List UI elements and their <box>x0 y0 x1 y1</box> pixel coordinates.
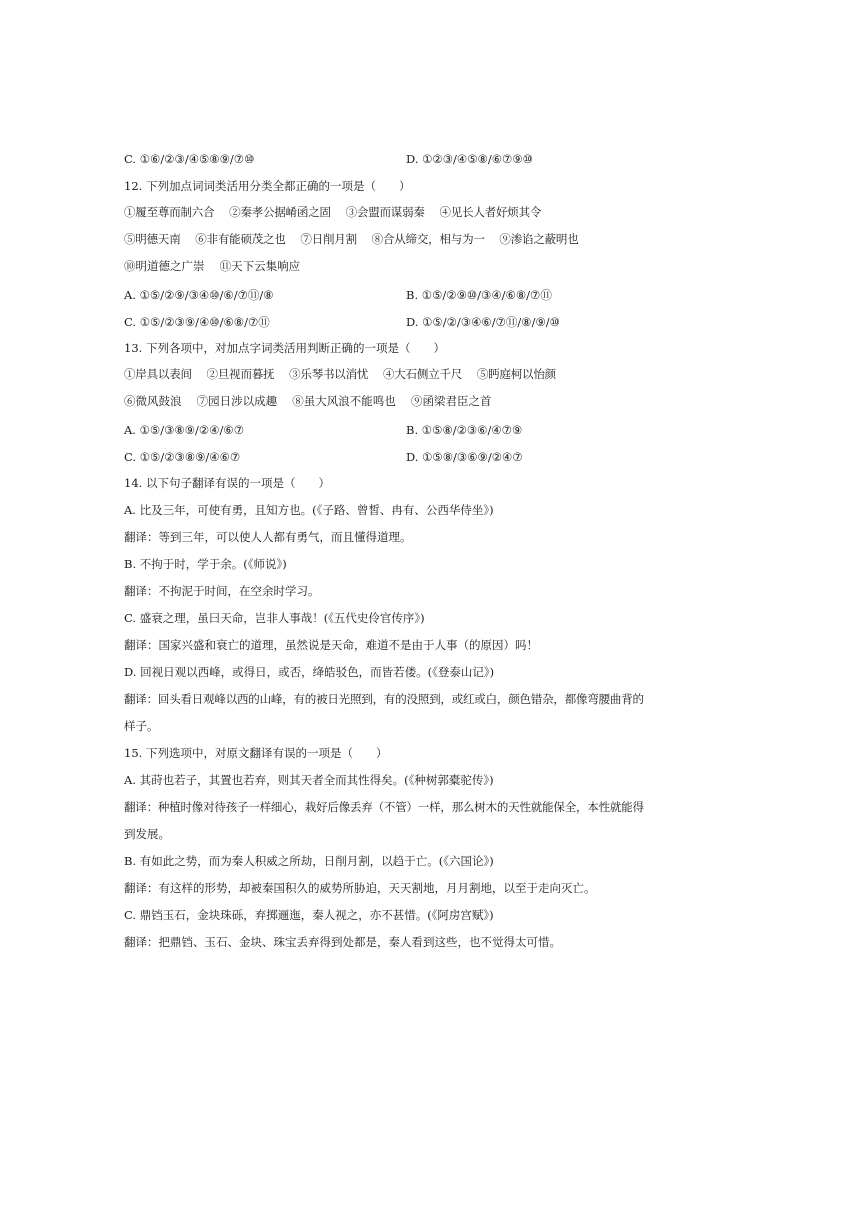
q14-d-translation-line1: 翻译：回头看日观峰以西的山峰，有的被日光照到，有的没照到，或红或白，颜色错杂，都像弯腰曲背的 <box>124 692 644 706</box>
q14-a-translation: 翻译：等到三年，可以使人人都有勇气，而且懂得道理。 <box>124 530 412 544</box>
q15-c-translation: 翻译：把鼎铛、玉石、金块、珠宝丢弃得到处都是，秦人看到这些，也不觉得太可惜。 <box>124 935 561 949</box>
q11-option-d: D. ①②③/④⑤⑧/⑥⑦⑨⑩ <box>406 152 533 166</box>
q12-option-b: B. ①⑤/②⑨⑩/③④/⑥⑧/⑦⑪ <box>406 288 552 302</box>
q13-items-line2: ⑥微风鼓浪 ⑦园日涉以成趣 ⑧虽大风浪不能鸣也 ⑨函梁君臣之首 <box>124 394 492 408</box>
q13-option-d: D. ①⑤⑧/③⑥⑨/②④⑦ <box>406 450 523 464</box>
q14-b-translation: 翻译：不拘泥于时间，在空余时学习。 <box>124 584 320 598</box>
q12-option-d: D. ①⑤/②/③④⑥/⑦⑪/⑧/⑨/⑩ <box>406 315 560 329</box>
q15-a-translation-line1: 翻译：种植时像对待孩子一样细心，栽好后像丢弃（不管）一样，那么树木的天性就能保全，本性就能得 <box>124 800 644 814</box>
q15-b-source: B. 有如此之势，而为秦人积威之所劫，日削月割，以趋于亡。(《六国论》) <box>124 854 494 868</box>
q15-a-source: A. 其莳也若子，其置也若弃，则其天者全而其性得矣。(《种树郭橐驼传》) <box>124 773 494 787</box>
q14-c-translation: 翻译：国家兴盛和衰亡的道理，虽然说是天命，难道不是由于人事（的原因）吗！ <box>124 638 538 652</box>
q12-items-line3: ⑩明道德之广崇 ⑪天下云集响应 <box>124 259 301 273</box>
q12-option-c: C. ①⑤/②③⑨/④⑩/⑥⑧/⑦⑪ <box>124 315 270 329</box>
q15-a-translation-line2: 到发展。 <box>124 827 170 841</box>
q14-d-translation-line2: 样子。 <box>124 719 159 733</box>
q13-stem: 13. 下列各项中，对加点字词类活用判断正确的一项是（ ） <box>124 341 445 355</box>
q12-items-line1: ①履至尊而制六合 ②秦孝公据崤函之固 ③会盟而谋弱秦 ④见长人者好烦其令 <box>124 205 542 219</box>
q15-c-source: C. 鼎铛玉石，金块珠砾，弃掷逦迤，秦人视之，亦不甚惜。(《阿房宫赋》) <box>124 908 494 922</box>
q14-stem: 14. 以下句子翻译有误的一项是（ ） <box>124 476 330 490</box>
q14-b-source: B. 不拘于时，学于余。(《师说》) <box>124 557 287 571</box>
q15-b-translation: 翻译：有这样的形势，却被秦国积久的威势所胁迫，天天割地，月月割地，以至于走向灭亡。 <box>124 881 596 895</box>
q13-items-line1: ①岸具以表间 ②旦视而暮抚 ③乐琴书以消忧 ④大石侧立千尺 ⑤眄庭柯以怡颜 <box>124 367 556 381</box>
q13-option-a: A. ①⑤/③⑧⑨/②④/⑥⑦ <box>124 423 245 437</box>
q13-option-c: C. ①⑤/②③⑧⑨/④⑥⑦ <box>124 450 241 464</box>
q14-a-source: A. 比及三年，可使有勇，且知方也。(《子路、曾皙、冉有、公西华侍坐》) <box>124 503 494 517</box>
q15-stem: 15. 下列选项中，对原文翻译有误的一项是（ ） <box>124 746 388 760</box>
q11-option-c: C. ①⑥/②③/④⑤⑧⑨/⑦⑩ <box>124 152 255 166</box>
q12-items-line2: ⑤明德天南 ⑥非有能硕茂之也 ⑦日削月割 ⑧合从缔交，相与为一 ⑨渗谄之蔽明也 <box>124 232 579 246</box>
q12-option-a: A. ①⑤/②⑨/③④⑩/⑥/⑦⑪/⑧ <box>124 288 274 302</box>
q14-d-source: D. 回视日观以西峰，或得日，或否，绛皓驳色，而皆若偻。(《登泰山记》) <box>124 665 495 679</box>
q14-c-source: C. 盛衰之理，虽曰天命，岂非人事哉！(《五代史伶官传序》) <box>124 611 425 625</box>
q13-option-b: B. ①⑤⑧/②③⑥/④⑦⑨ <box>406 423 523 437</box>
q12-stem: 12. 下列加点词词类活用分类全都正确的一项是（ ） <box>124 179 411 193</box>
